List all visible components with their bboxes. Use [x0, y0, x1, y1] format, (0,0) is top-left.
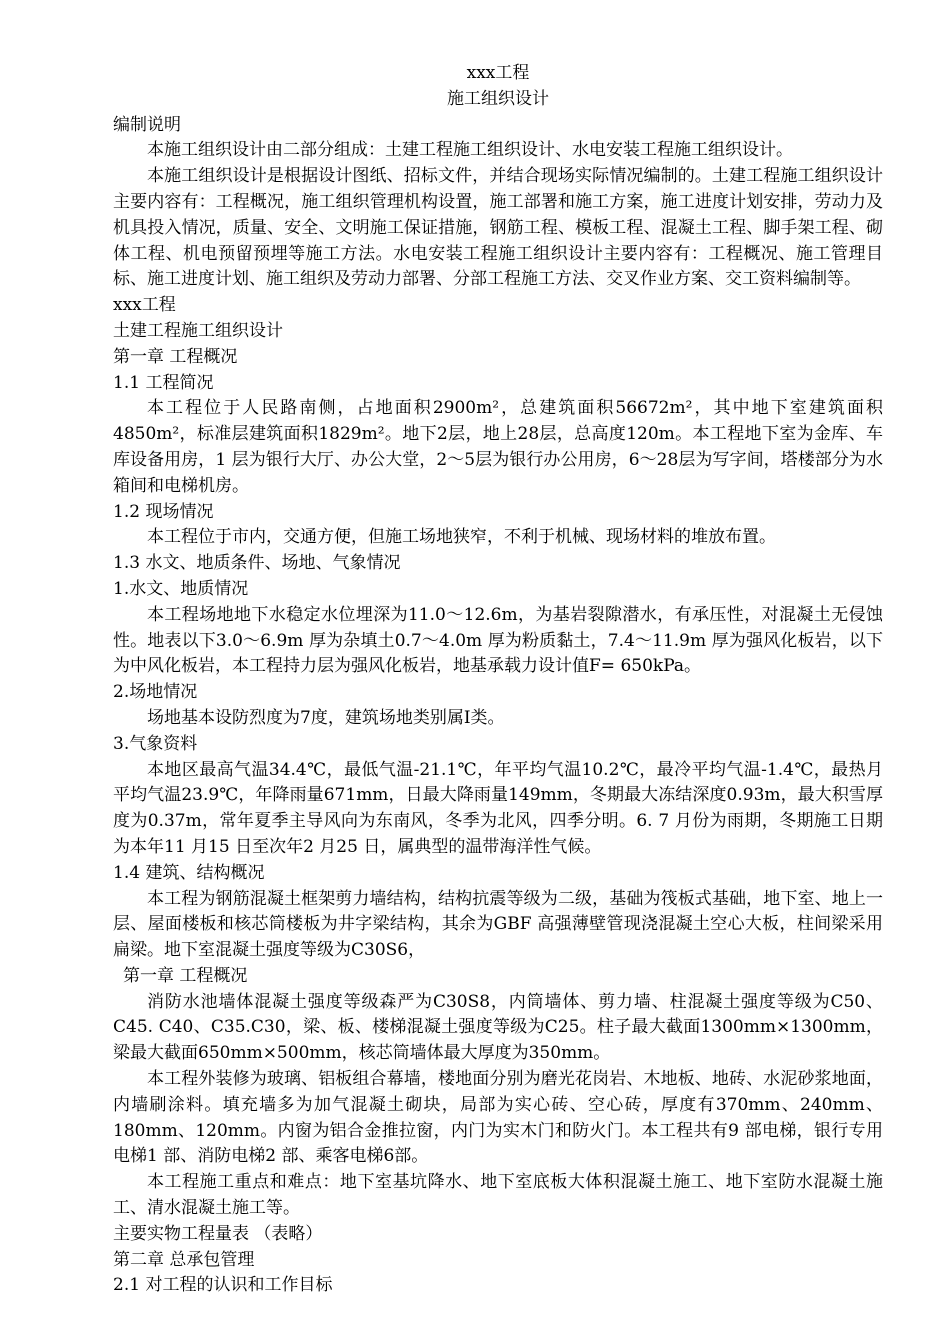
section-1-1-paragraph: 本工程位于人民路南侧，占地面积2900m²，总建筑面积56672m²，其中地下室建筑面积4850m²，标准层建筑面积1829m²。地下2层，地上28层，总高度120m。本工程地下室为金库、车库设备用房，1 层为银行大厅、办公大堂，2～5层为银行办公用房，6～28层为写字间，塔楼部分为水箱间和电梯机房。	[113, 398, 883, 496]
section-1-3-3-heading: 3.气象资料	[113, 733, 198, 754]
chapter-1-repeat-heading: 第一章 工程概况	[123, 965, 248, 986]
section-1-4-heading: 1.4 建筑、结构概况	[113, 862, 265, 883]
chapter-1-heading: 第一章 工程概况	[113, 346, 238, 367]
section-1-4-paragraph-1: 本工程为钢筋混凝土框架剪力墙结构，结构抗震等级为二级，基础为筏板式基础，地下室、地上一层、屋面楼板和核芯筒楼板为井字梁结构，其余为GBF 高强薄壁管现浇混凝土空心大板，柱间梁采用扁梁。地下室混凝土强度等级为C30S6，	[113, 888, 883, 961]
preface-paragraph-1: 本施工组织设计由二部分组成：土建工程施工组织设计、水电安装工程施工组织设计。	[147, 140, 793, 161]
document-title-line2: 施工组织设计	[447, 88, 549, 109]
document-title-line1: xxx工程	[466, 63, 530, 83]
document-page	[113, 61, 883, 1299]
project-name: xxx工程	[113, 295, 176, 316]
section-1-4-paragraph-2: 消防水池墙体混凝土强度等级森严为C30S8，内筒墙体、剪力墙、柱混凝土强度等级为C50、C45. C40、C35.C30，梁、板、楼梯混凝土强度等级为C25。柱子最大截面1300mm×1300mm，梁最大截面650mm×500mm，核芯筒墙体最大厚度为350mm。	[113, 991, 883, 1064]
section-1-3-3-paragraph: 本地区最高气温34.4℃，最低气温-21.1℃，年平均气温10.2℃，最冷平均气温-1.4℃，最热月平均气温23.9℃，年降雨量671mm，日最大降雨量149mm，冬期最大冻结深度0.93m，最大积雪厚度为0.37m，常年夏季主导风向为东南风，冬季为北风，四季分明。6. 7 月份为雨期，冬期施工日期为本年11 月15 日至次年2 月25 日，属典型的温带海洋性气候。	[113, 759, 883, 857]
preface-heading: 编制说明	[113, 114, 181, 135]
section-1-4-paragraph-4: 本工程施工重点和难点：地下室基坑降水、地下室底板大体积混凝土施工、地下室防水混凝土施工、清水混凝土施工等。	[113, 1172, 883, 1219]
section-1-2-paragraph: 本工程位于市内，交通方便，但施工场地狭窄，不利于机械、现场材料的堆放布置。	[147, 527, 776, 548]
preface-paragraph-2: 本施工组织设计是根据设计图纸、招标文件，并结合现场实际情况编制的。土建工程施工组织设计主要内容有：工程概况，施工组织管理机构设置，施工部署和施工方案，施工进度计划安排，劳动力及机具投入情况，质量、安全、文明施工保证措施，钢筋工程、模板工程、混凝土工程、脚手架工程、砌体工程、机电预留预埋等施工方法。水电安装工程施工组织设计主要内容有：工程概况、施工管理目标、施工进度计划、施工组织及劳动力部署、分部工程施工方法、交叉作业方案、交工资料编制等。	[113, 166, 883, 290]
chapter-2-heading: 第二章 总承包管理	[113, 1249, 255, 1270]
section-1-3-1-paragraph: 本工程场地地下水稳定水位埋深为11.0～12.6m，为基岩裂隙潜水，有承压性，对混凝土无侵蚀性。地表以下3.0～6.9m 厚为杂填土0.7～4.0m 厚为粉质黏土，7.4～11.9m 厚为强风化板岩，以下为中风化板岩，本工程持力层为强风化板岩，地基承载力设计值F= 650kPa。	[113, 604, 883, 677]
section-1-3-1-heading: 1.水文、地质情况	[113, 578, 249, 599]
section-2-1-heading: 2.1 对工程的认识和工作目标	[113, 1275, 333, 1296]
section-1-3-2-paragraph: 场地基本设防烈度为7度，建筑场地类别属Ⅰ类。	[147, 707, 505, 728]
civil-design-title: 土建工程施工组织设计	[113, 320, 283, 341]
section-1-1-heading: 1.1 工程简况	[113, 372, 214, 393]
section-1-2-heading: 1.2 现场情况	[113, 501, 214, 522]
section-1-3-2-heading: 2.场地情况	[113, 682, 198, 703]
section-1-3-heading: 1.3 水文、地质条件、场地、气象情况	[113, 553, 401, 574]
quantity-table-note: 主要实物工程量表 （表略）	[113, 1223, 323, 1244]
section-1-4-paragraph-3: 本工程外装修为玻璃、铝板组合幕墙，楼地面分别为磨光花岗岩、木地板、地砖、水泥砂浆地面，内墙刷涂料。填充墙多为加气混凝土砌块，局部为实心砖、空心砖，厚度有370mm、240mm、180mm、120mm。内窗为铝合金推拉窗，内门为实木门和防火门。本工程共有9 部电梯，银行专用电梯1 部、消防电梯2 部、乘客电梯6部。	[113, 1069, 883, 1167]
